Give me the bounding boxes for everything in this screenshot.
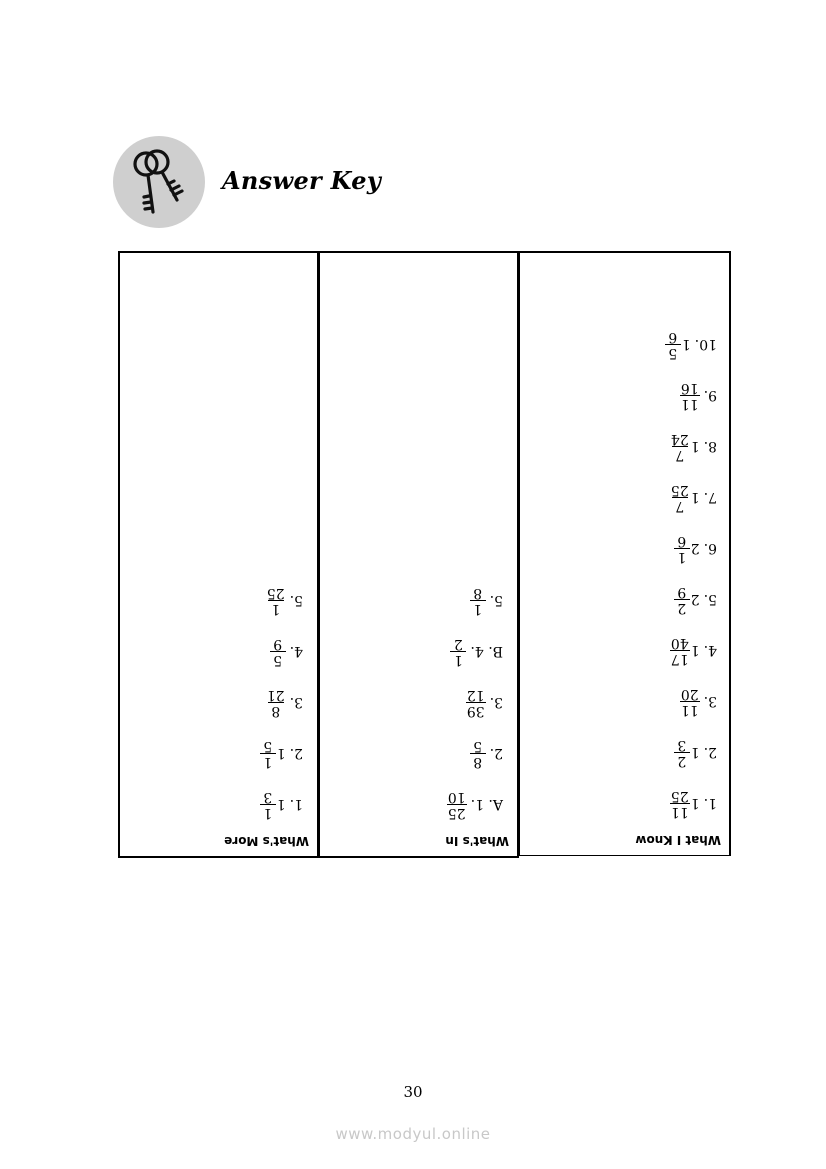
denominator: 5 xyxy=(263,738,273,754)
numerator: 8 xyxy=(470,753,486,769)
whole-number: 2 xyxy=(690,591,700,608)
denominator: 3 xyxy=(263,789,273,805)
denominator: 25 xyxy=(266,585,285,601)
answer-item xyxy=(680,686,717,717)
answer-item xyxy=(260,789,303,820)
whole-number: 1 xyxy=(681,336,691,353)
fraction xyxy=(266,585,286,616)
fraction xyxy=(670,431,690,462)
numerator: 17 xyxy=(670,651,689,667)
answer-item xyxy=(670,635,717,666)
item-number: 5. xyxy=(703,591,717,608)
item-number: 5. xyxy=(489,592,503,609)
fraction xyxy=(680,686,700,717)
item-number: 3. xyxy=(489,694,503,711)
answer-item xyxy=(470,738,503,769)
whole-number: 1 xyxy=(690,489,700,506)
column-what-i-know xyxy=(518,251,731,856)
page-title: Answer Key xyxy=(222,166,382,195)
item-number: 9. xyxy=(703,387,717,404)
numerator: 1 xyxy=(260,804,276,820)
item-number: 8. xyxy=(703,438,717,455)
answer-item xyxy=(450,636,503,667)
column-heading: What's More xyxy=(224,834,309,848)
denominator: 24 xyxy=(670,431,689,447)
item-number: 5. xyxy=(289,592,303,609)
answer-item xyxy=(680,380,717,411)
whole-number: 2 xyxy=(690,540,700,557)
fraction xyxy=(470,738,486,769)
denominator: 2 xyxy=(454,636,463,652)
whole-number: 1 xyxy=(690,438,700,455)
denominator: 6 xyxy=(677,533,687,549)
fraction xyxy=(270,636,286,667)
denominator: 21 xyxy=(266,687,285,703)
answer-item xyxy=(447,789,503,820)
item-number: 4. xyxy=(289,643,303,660)
column-heading: What's In xyxy=(445,834,509,848)
answer-item xyxy=(674,737,717,768)
answer-item xyxy=(670,431,717,462)
answer-item xyxy=(670,482,717,513)
whole-number: 1 xyxy=(690,744,700,761)
denominator: 12 xyxy=(466,687,485,703)
denominator: 3 xyxy=(677,737,687,753)
whole-number: 1 xyxy=(276,796,286,813)
fraction xyxy=(466,687,486,718)
numerator: 1 xyxy=(260,753,276,769)
numerator: 11 xyxy=(670,804,689,820)
item-number: 4. xyxy=(703,642,717,659)
answer-table xyxy=(118,251,731,858)
answer-item xyxy=(266,687,303,718)
numerator: 1 xyxy=(450,651,466,667)
answer-item xyxy=(266,585,303,616)
numerator: 2 xyxy=(674,599,690,615)
column-heading: What I Know xyxy=(635,833,721,847)
item-number: 2. xyxy=(489,745,503,762)
item-number: 2. xyxy=(289,745,303,762)
fraction xyxy=(674,737,690,768)
fraction xyxy=(447,789,467,820)
fraction xyxy=(266,687,286,718)
item-number: 3. xyxy=(289,694,303,711)
page-number: 30 xyxy=(403,1083,423,1101)
numerator: 1 xyxy=(470,600,486,616)
denominator: 16 xyxy=(680,380,699,396)
numerator: 39 xyxy=(466,703,485,719)
numerator: 7 xyxy=(672,497,688,513)
fraction xyxy=(680,380,700,411)
item-number: 2. xyxy=(703,744,717,761)
item-number: B. 4. xyxy=(470,643,503,660)
answer-item xyxy=(670,788,717,819)
fraction xyxy=(670,635,690,666)
numerator: 7 xyxy=(672,446,688,462)
column-whats-more xyxy=(118,251,319,858)
answer-item xyxy=(260,738,303,769)
numerator: 8 xyxy=(268,702,284,718)
answer-item xyxy=(665,329,717,360)
denominator: 6 xyxy=(668,329,678,345)
item-number: 6. xyxy=(703,540,717,557)
denominator: 25 xyxy=(670,788,689,804)
numerator: 2 xyxy=(674,752,690,768)
item-number: 1. xyxy=(703,795,717,812)
item-number: A. 1. xyxy=(470,796,503,813)
whole-number: 1 xyxy=(690,795,700,812)
numerator: 1 xyxy=(674,548,690,564)
fraction xyxy=(670,788,690,819)
fraction xyxy=(674,584,690,615)
numerator: 5 xyxy=(270,651,286,667)
answer-item xyxy=(270,636,303,667)
denominator: 20 xyxy=(680,686,699,702)
column-whats-in xyxy=(318,251,519,858)
item-number: 10. xyxy=(694,336,717,353)
keys-icon xyxy=(113,136,205,228)
denominator: 8 xyxy=(473,585,483,601)
numerator: 5 xyxy=(665,344,681,360)
numerator: 25 xyxy=(447,805,466,821)
numerator: 11 xyxy=(680,396,699,412)
denominator: 25 xyxy=(670,482,689,498)
item-number: 7. xyxy=(703,489,717,506)
fraction xyxy=(665,329,681,360)
answer-item xyxy=(674,584,717,615)
denominator: 40 xyxy=(670,635,689,651)
whole-number: 1 xyxy=(276,745,286,762)
fraction xyxy=(674,533,690,564)
denominator: 9 xyxy=(677,584,687,600)
numerator: 11 xyxy=(680,702,699,718)
denominator: 9 xyxy=(273,636,283,652)
item-number: 1. xyxy=(289,796,303,813)
fraction xyxy=(450,636,466,667)
denominator: 5 xyxy=(473,738,483,754)
numerator: 1 xyxy=(268,600,284,616)
item-number: 3. xyxy=(703,693,717,710)
denominator: 10 xyxy=(447,789,466,805)
fraction xyxy=(260,738,276,769)
watermark: www.modyul.online xyxy=(335,1125,491,1143)
fraction xyxy=(470,585,486,616)
fraction xyxy=(670,482,690,513)
answer-item xyxy=(674,533,717,564)
fraction xyxy=(260,789,276,820)
answer-item xyxy=(466,687,503,718)
whole-number: 1 xyxy=(690,642,700,659)
answer-item xyxy=(470,585,503,616)
